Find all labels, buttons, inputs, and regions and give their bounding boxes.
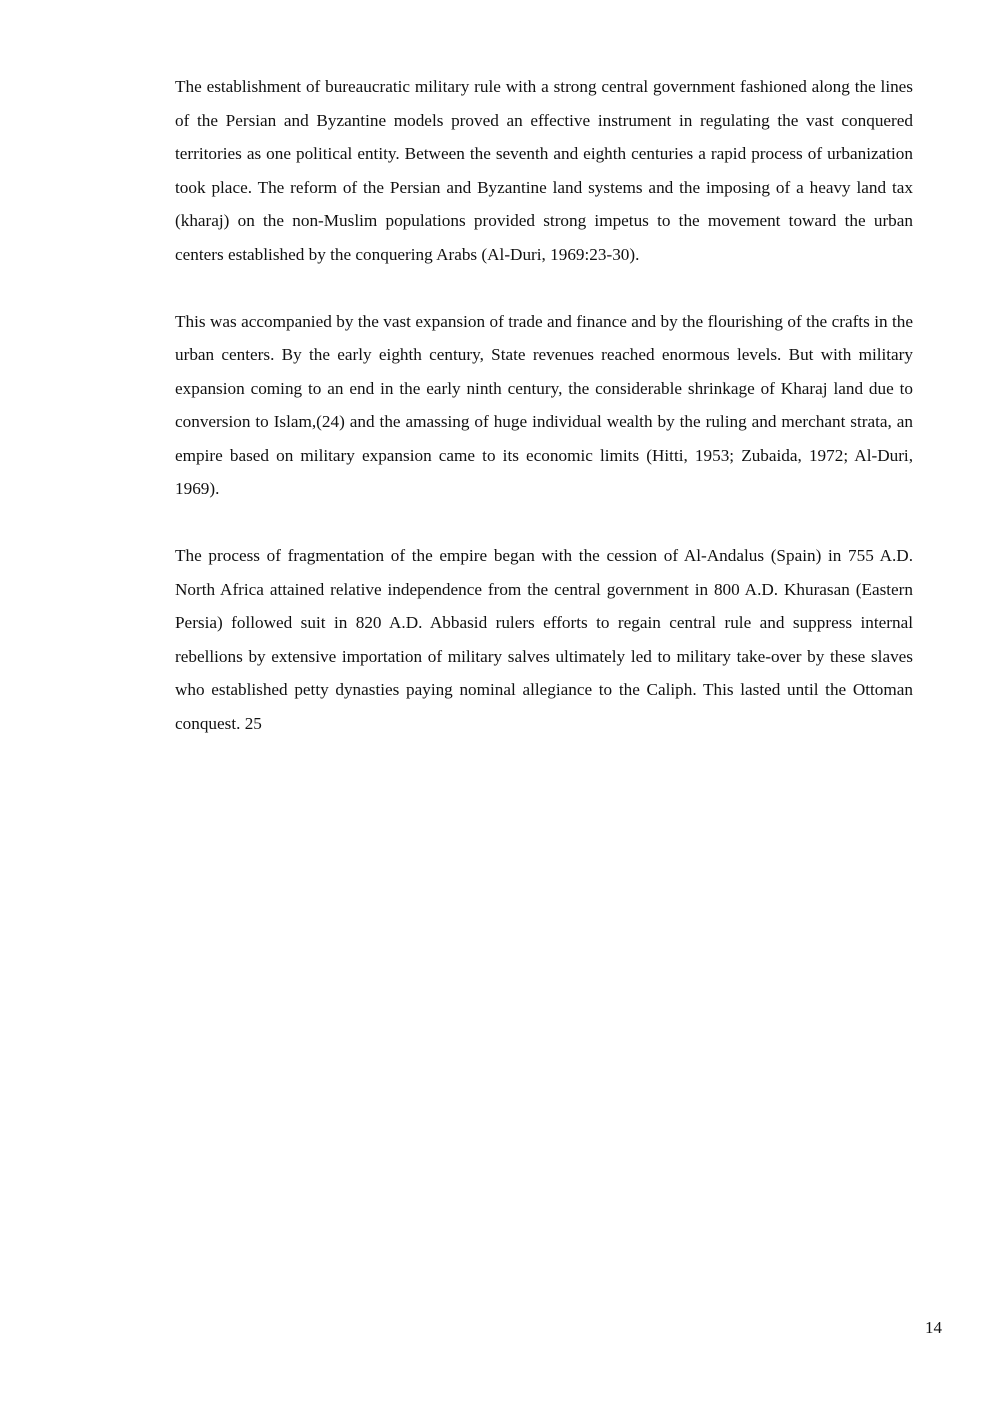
page-number: 14 (925, 1318, 942, 1337)
paragraph-1: The establishment of bureaucratic military rule with a strong central government fashioned along the lines of the Persian and Byzantine models proved an effective instrument in regulating the vast conquered territories as one political entity. Between the seventh and eighth centuries a rapid process of urbanization took place. The reform of the Persian and Byzantine land systems and the imposing of a heavy land tax (kharaj) on the non-Muslim populations provided strong impetus to the movement toward the urban centers established by the conquering Arabs (Al-Duri, 1969:23-30). (175, 77, 913, 264)
paragraph-2: This was accompanied by the vast expansion of trade and finance and by the flourishing of the crafts in the urban centers. By the early eighth century, State revenues reached enormous levels. But with military expansion coming to an end in the early ninth century, the considerable shrinkage of Kharaj land due to conversion to Islam,(24) and the amassing of huge individual wealth by the ruling and merchant strata, an empire based on military expansion came to its economic limits (Hitti, 1953; Zubaida, 1972; Al-Duri, 1969). (175, 311, 913, 498)
paragraph-3: The process of fragmentation of the empire began with the cession of Al-Andalus (Spain) in 755 A.D. North Africa attained relative independence from the central government in 800 A.D. Khurasan (Eastern Persia) followed suit in 820 A.D. Abbasid rulers efforts to regain central rule and suppress internal rebellions by extensive importation of military salves ultimately led to military take-over by these slaves who established petty dynasties paying nominal allegiance to the Caliph. This lasted until the Ottoman conquest. 25 (175, 546, 913, 733)
body-text (175, 70, 913, 774)
